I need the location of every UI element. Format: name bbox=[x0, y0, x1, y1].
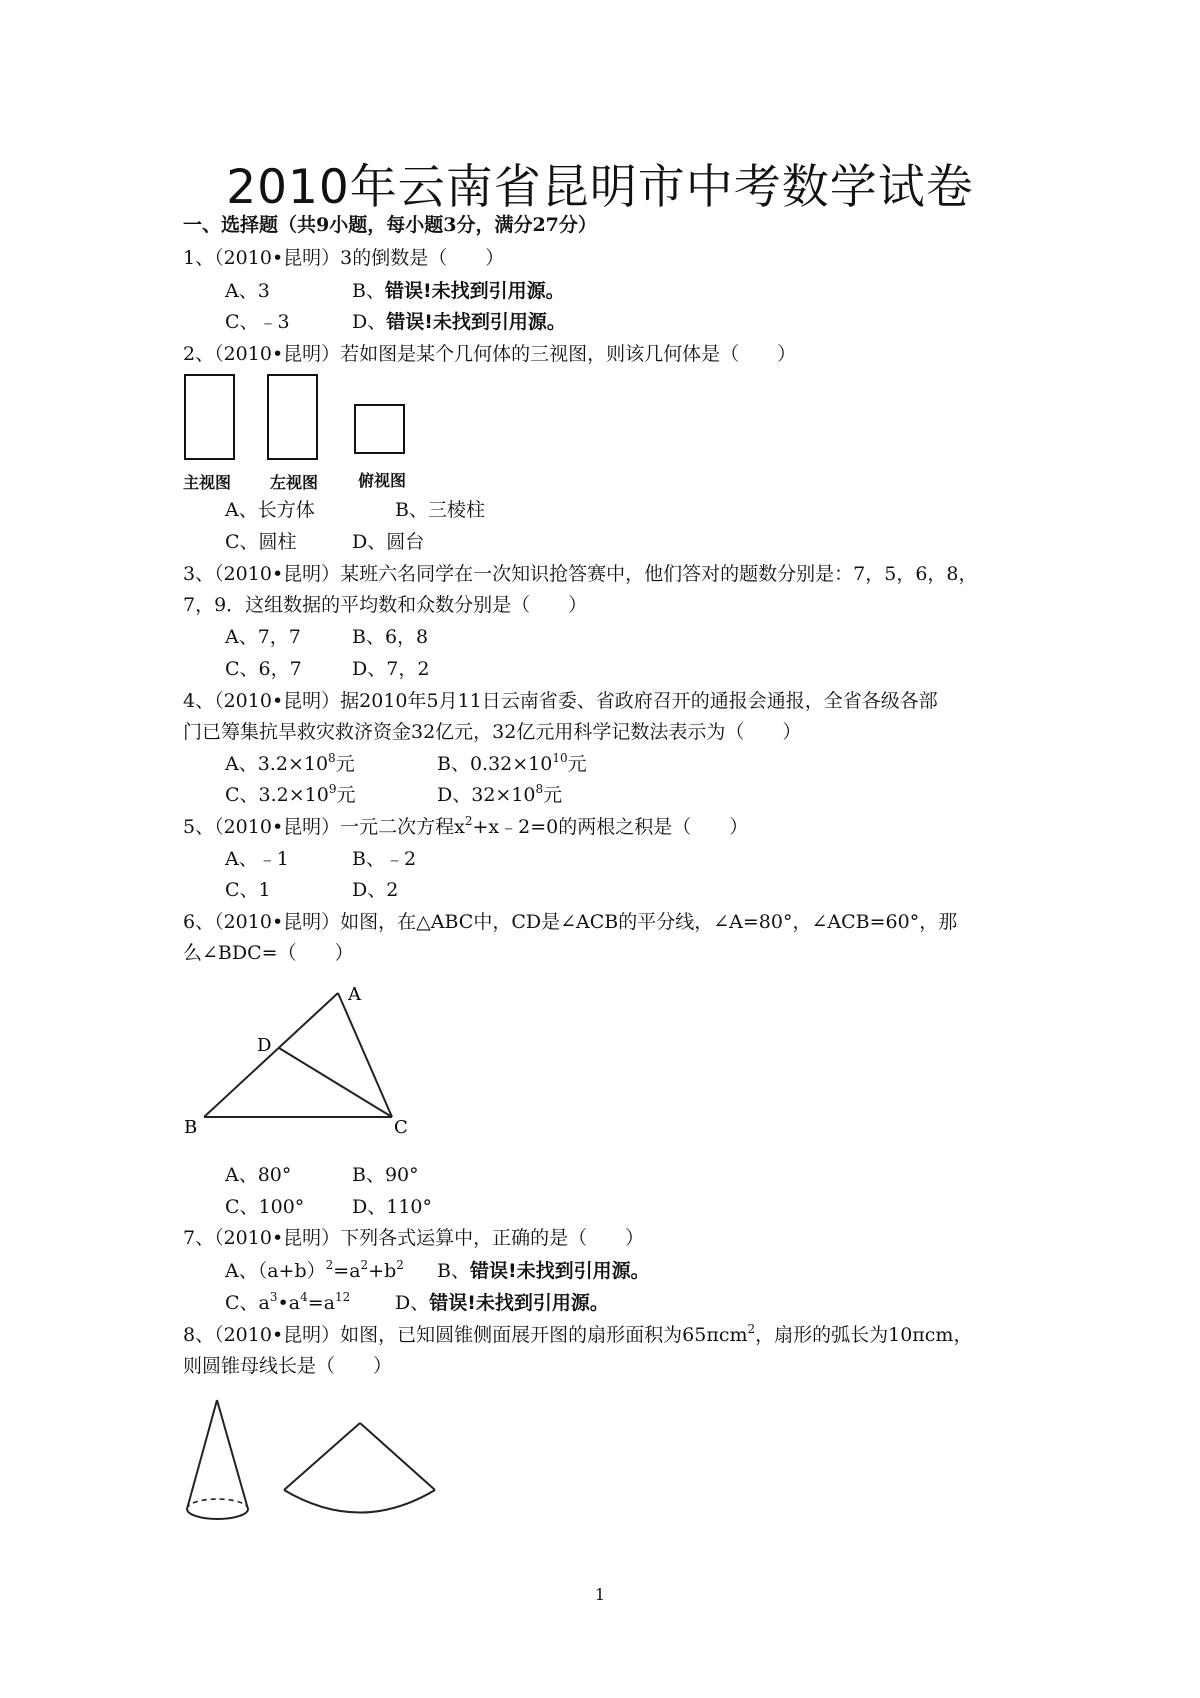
question-4-stem-line2: 门已筹集抗旱救灾救济资金32亿元，32亿元用科学记数法表示为（ ） bbox=[183, 721, 802, 743]
q7-option-a: A、$(a+b)^2=a^2+b^2$ bbox=[225, 1258, 404, 1282]
q4-option-c: C、$3.2\times 10^9$元 bbox=[225, 782, 356, 806]
cone-left-edge bbox=[187, 1400, 217, 1509]
cone-right-edge bbox=[217, 1400, 248, 1509]
point-c-label: C bbox=[394, 1117, 408, 1135]
cone-base-back bbox=[187, 1499, 248, 1509]
question-8-stem-line2: 则圆锥母线长是（ ） bbox=[183, 1355, 393, 1377]
top-view-label: 俯视图 bbox=[358, 471, 407, 490]
q5-option-b: B、﹣2 bbox=[352, 848, 417, 870]
q6-option-a: A、80° bbox=[225, 1164, 292, 1186]
three-view-figure bbox=[180, 370, 440, 460]
q3-option-b: B、6，8 bbox=[352, 626, 429, 648]
q5-option-c: C、1 bbox=[225, 879, 271, 901]
cone-figure bbox=[180, 1395, 450, 1530]
q2-option-a: A、长方体 bbox=[225, 499, 315, 521]
q4-option-b: B、$0.32\times 10^{10}$元 bbox=[437, 751, 587, 775]
q4-option-d: D、$32\times 10^8$元 bbox=[437, 782, 563, 806]
q7-option-c: C、$a^3•a^4=a^{12}$ bbox=[225, 1290, 351, 1314]
sector-right-radius bbox=[360, 1423, 435, 1490]
q2-option-c: C、圆柱 bbox=[225, 531, 297, 553]
question-6-stem-line1: 6、（2010•昆明）如图，在△ABC中，CD是∠ACB的平分线，∠A=80°，∠ACB=60°，那 bbox=[183, 911, 958, 933]
bisector-cd bbox=[279, 1048, 392, 1117]
side-view-rect bbox=[268, 375, 317, 459]
question-8-stem-line1: 8、（2010•昆明）如图，已知圆锥侧面展开图的扇形面积为65πcm$^2$，扇形的弧长为10πcm， bbox=[183, 1322, 973, 1346]
sector-arc bbox=[284, 1490, 435, 1513]
point-d-label: D bbox=[257, 1035, 272, 1056]
q5-option-a: A、﹣1 bbox=[225, 848, 289, 870]
q4-option-a: A、$3.2\times 10^8$元 bbox=[225, 751, 355, 775]
question-7-stem: 7、（2010•昆明）下列各式运算中，正确的是（ ） bbox=[183, 1227, 645, 1249]
q1-option-d: D、错误!未找到引用源。 bbox=[352, 311, 566, 333]
question-1-stem: 1、（2010•昆明）3的倒数是（ ） bbox=[183, 247, 505, 269]
q7-option-b: B、错误!未找到引用源。 bbox=[437, 1260, 650, 1282]
q3-option-a: A、7，7 bbox=[225, 626, 301, 648]
front-view-rect bbox=[185, 375, 234, 459]
q1-option-b: B、错误!未找到引用源。 bbox=[352, 280, 565, 302]
cone-base-front bbox=[187, 1509, 248, 1519]
q7-option-d: D、错误!未找到引用源。 bbox=[395, 1292, 609, 1314]
page-title: 2010年云南省昆明市中考数学试卷 bbox=[226, 160, 974, 215]
q3-option-c: C、6，7 bbox=[225, 658, 302, 680]
q2-option-b: B、三棱柱 bbox=[395, 499, 485, 521]
q6-option-d: D、110° bbox=[352, 1196, 432, 1218]
triangle-figure bbox=[180, 985, 430, 1135]
side-view-label: 左视图 bbox=[270, 473, 319, 492]
question-6-stem-line2: 么∠BDC=（ ） bbox=[183, 942, 354, 964]
q1-option-a: A、3 bbox=[225, 280, 270, 302]
question-3-stem-line1: 3、（2010•昆明）某班六名同学在一次知识抢答赛中，他们答对的题数分别是：7，5，6，8， bbox=[183, 563, 978, 585]
page-number: 1 bbox=[594, 1585, 606, 1604]
question-3-stem-line2: 7，9．这组数据的平均数和众数分别是（ ） bbox=[183, 594, 588, 616]
sector-left-radius bbox=[284, 1423, 360, 1490]
point-a-label: A bbox=[348, 985, 361, 1005]
q1-option-c: C、﹣3 bbox=[225, 311, 290, 333]
side-ac bbox=[338, 993, 392, 1117]
top-view-square bbox=[355, 405, 404, 453]
question-4-stem-line1: 4、（2010•昆明）据2010年5月11日云南省委、省政府召开的通报会通报，全省各级各部 bbox=[183, 690, 938, 712]
q2-option-d: D、圆台 bbox=[352, 531, 425, 553]
section-heading: 一、选择题（共9小题，每小题3分，满分27分） bbox=[183, 214, 597, 236]
q5-option-d: D、2 bbox=[352, 879, 399, 901]
question-2-stem: 2、（2010•昆明）若如图是某个几何体的三视图，则该几何体是（ ） bbox=[183, 343, 797, 365]
front-view-label: 主视图 bbox=[183, 473, 232, 492]
q3-option-d: D、7，2 bbox=[352, 658, 430, 680]
q6-option-b: B、90° bbox=[352, 1164, 419, 1186]
point-b-label: B bbox=[184, 1117, 198, 1135]
q6-option-c: C、100° bbox=[225, 1196, 305, 1218]
question-5-stem: 5、（2010•昆明）一元二次方程$x^2+x﹣2=0$的两根之积是（ ） bbox=[183, 814, 749, 838]
